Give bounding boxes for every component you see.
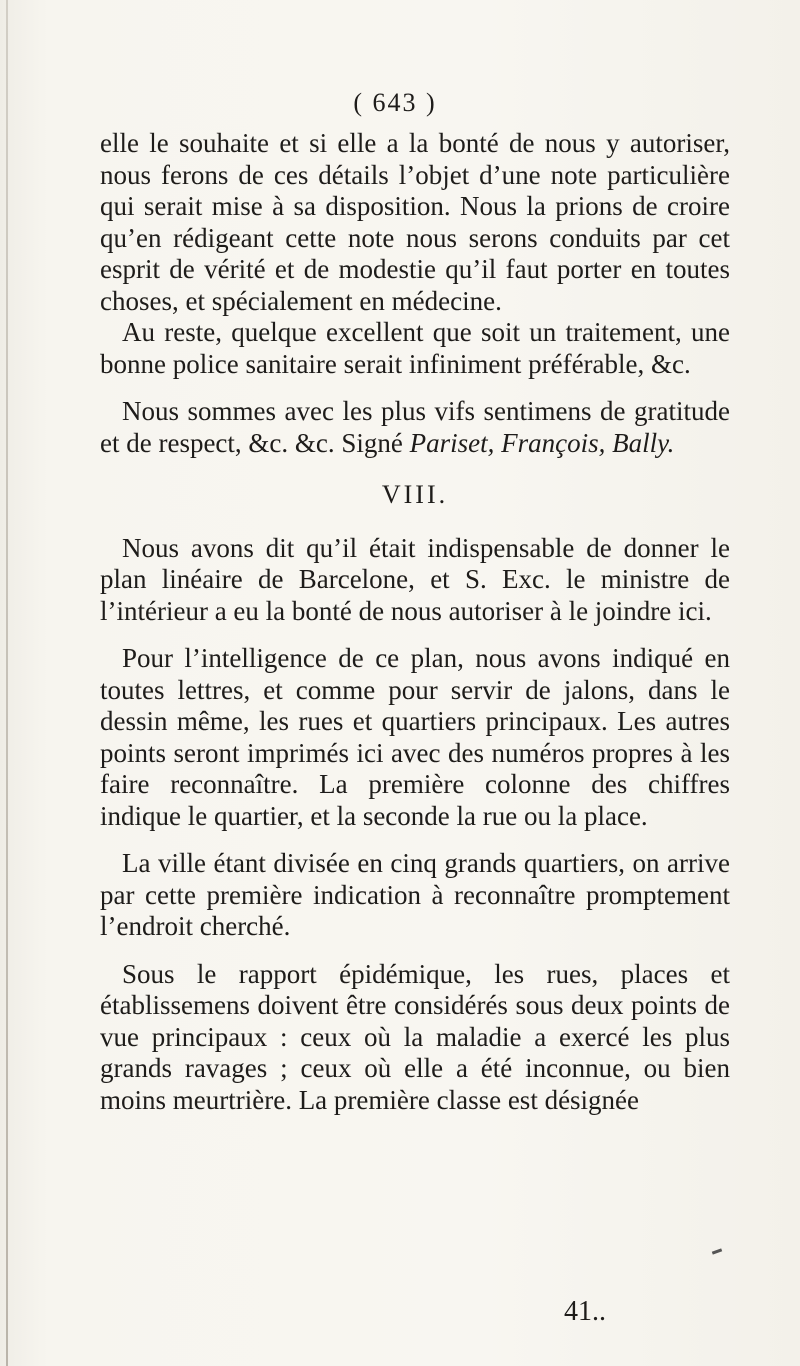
ink-mark [712,1248,722,1254]
body-text [100,128,730,1116]
paragraph-rapport-epidemique: Sous le rapport épidémique, les rues, places et établissemens doivent être considérés sous deux points de vue principaux : ceux où la maladie a exercé les plus grands ravages ; ceux où elle a été inconnue, ou bien moins meurtrière. La première classe est désignée [100,958,730,1115]
binding-edge [6,0,8,1366]
paragraph-cinq-quartiers: La ville étant divisée en cinq grands quartiers, on arrive par cette première indication à reconnaître promptement l’endroit cherché. [100,848,730,941]
closing-text: Nous sommes avec les plus vifs sentimens de gratitude et de respect, &c. &c. Signé [100,396,730,458]
spacer [100,627,730,643]
signatories: Pariset, François, Bally. [409,427,675,458]
paragraph-continuation: elle le souhaite et si elle a la bonté de nous y autoriser, nous ferons de ces détails l’objet d’une note particulière qui serait mise à sa disposition. Nous la prions de croire qu’en rédigeant cette note nous serons conduits par cet esprit de vérité et de modestie qu’il faut porter en toutes choses, et spécialement en médecine. [100,128,730,316]
spacer [100,380,730,396]
paragraph-police-sanitaire: Au reste, quelque excellent que soit un traitement, une bonne police sanitaire serait infiniment préférable, &c. [100,317,730,379]
spacer [100,943,730,959]
paragraph-plan-lineaire: Nous avons dit qu’il était indispensable de donner le plan linéaire de Barcelone, et S. Exc. le ministre de l’intérieur a eu la bonté de nous autoriser à le joindre ici. [100,532,730,626]
paragraph-intelligence-plan: Pour l’intelligence de ce plan, nous avons indiqué en toutes lettres, et comme pour servir de jalons, dans le dessin même, les rues et quartiers principaux. Les autres points seront imprimés ici avec des numéros propres à les faire reconnaître. La première colonne des chiffres indique le quartier, et la seconde la rue ou la place. [100,643,730,831]
section-heading: VIII. [381,480,449,509]
spacer [100,832,730,848]
signature-mark: 41.. [564,1296,606,1327]
closing-paragraph [100,396,730,459]
page-number: ( 643 ) [353,88,437,117]
